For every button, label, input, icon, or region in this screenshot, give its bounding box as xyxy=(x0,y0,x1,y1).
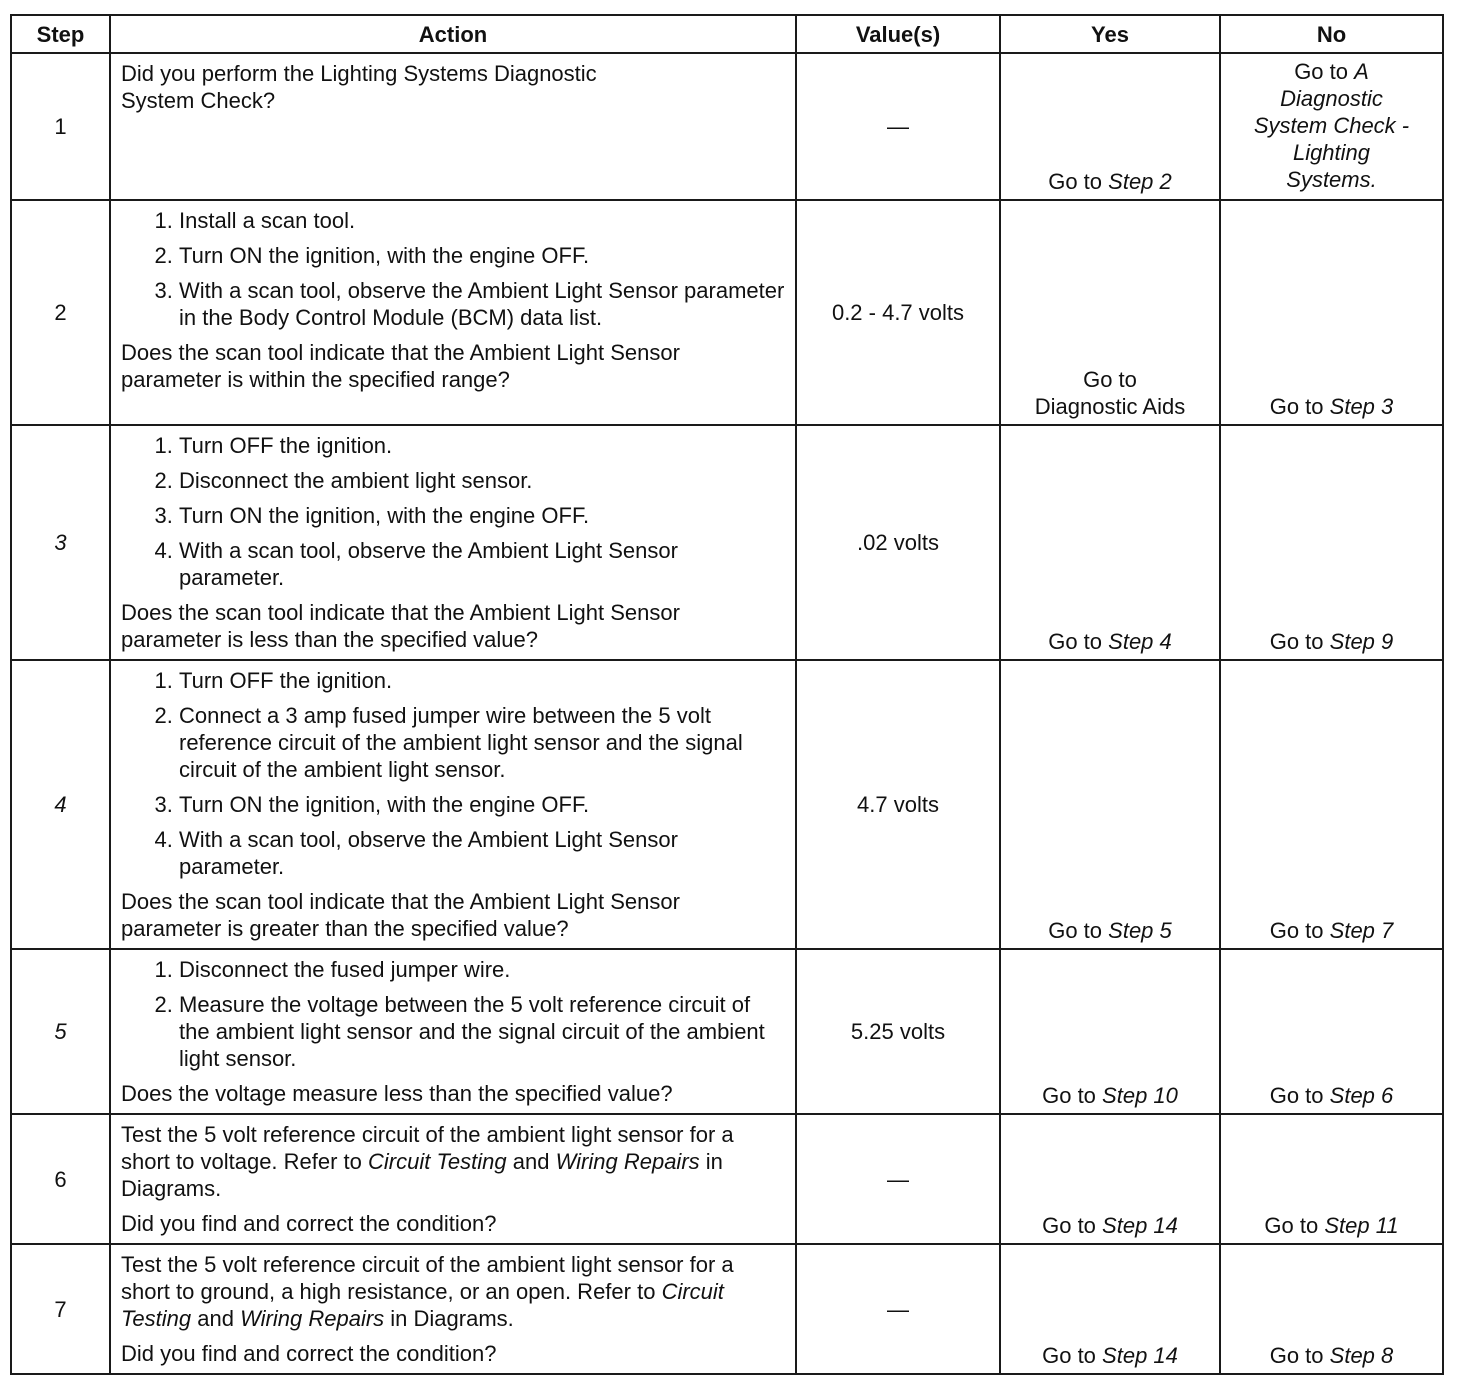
table-row xyxy=(11,660,1443,949)
yes-prefix: Go to xyxy=(1048,629,1103,654)
no-step-link[interactable]: Step 9 xyxy=(1329,629,1394,654)
action-cell xyxy=(110,949,796,1114)
action-question: Did you perform the Lighting Systems Diagnostic System Check? xyxy=(121,61,597,113)
action-list xyxy=(121,667,785,880)
no-cell xyxy=(1220,660,1443,949)
yes-prefix: Go to xyxy=(1048,169,1103,194)
action-question: Does the scan tool indicate that the Ambient Light Sensor parameter is within the specified range? xyxy=(121,340,680,392)
and-text: and xyxy=(197,1306,234,1331)
action-question: Did you find and correct the condition? xyxy=(121,1341,497,1366)
yes-cell xyxy=(1000,425,1220,660)
yes-prefix: Go to xyxy=(1042,1343,1096,1368)
action-list xyxy=(121,207,785,331)
action-item: 1. Turn OFF the ignition. xyxy=(179,432,785,459)
and-text: and xyxy=(512,1149,550,1174)
value-cell: 0.2 - 4.7 volts xyxy=(796,200,1000,425)
action-item: 1. Turn OFF the ignition. xyxy=(179,667,785,694)
no-step-link[interactable]: Step 6 xyxy=(1329,1083,1394,1108)
value-cell: 5.25 volts xyxy=(796,949,1000,1114)
action-question: Does the voltage measure less than the specified value? xyxy=(121,1081,673,1106)
action-item: 2. Measure the voltage between the 5 volt reference circuit of the ambient light sensor and the signal circuit of the ambient light sensor. xyxy=(179,991,785,1072)
yes-cell xyxy=(1000,1244,1220,1374)
table-row xyxy=(11,200,1443,425)
no-step-link[interactable]: Step 3 xyxy=(1329,394,1394,419)
diagrams-text: in Diagrams. xyxy=(121,1149,723,1201)
action-list xyxy=(121,956,785,1072)
action-item: 4. With a scan tool, observe the Ambient Light Sensor parameter. xyxy=(179,537,785,591)
no-cell xyxy=(1220,200,1443,425)
diagrams-text: in Diagrams. xyxy=(390,1306,514,1331)
yes-cell xyxy=(1000,53,1220,200)
action-item: 1. Disconnect the fused jumper wire. xyxy=(179,956,785,983)
step-number: 4 xyxy=(11,660,110,949)
yes-prefix: Go to xyxy=(1083,367,1137,392)
action-item: 2. Turn ON the ignition, with the engine OFF. xyxy=(179,242,785,269)
yes-cell xyxy=(1000,1114,1220,1244)
step-number: 5 xyxy=(11,949,110,1114)
table-row xyxy=(11,949,1443,1114)
value-cell: — xyxy=(796,1244,1000,1374)
no-step-link[interactable]: Step 8 xyxy=(1329,1343,1394,1368)
header-yes: Yes xyxy=(1000,15,1220,53)
yes-step-link[interactable]: Diagnostic Aids xyxy=(1034,394,1186,419)
step-number: 1 xyxy=(11,53,110,200)
table-row xyxy=(11,53,1443,200)
action-question: Does the scan tool indicate that the Ambient Light Sensor parameter is less than the specified value? xyxy=(121,600,680,652)
action-text: Test the 5 volt reference circuit of the ambient light sensor for a short to voltage. Refer to xyxy=(121,1122,734,1174)
no-step-link[interactable]: Step 11 xyxy=(1324,1213,1399,1238)
value-cell: 4.7 volts xyxy=(796,660,1000,949)
no-prefix: Go to xyxy=(1269,629,1324,654)
action-item: 3. Turn ON the ignition, with the engine OFF. xyxy=(179,502,785,529)
action-item: 3. Turn ON the ignition, with the engine OFF. xyxy=(179,791,785,818)
step-number: 3 xyxy=(11,425,110,660)
action-list xyxy=(121,432,785,591)
reference-link[interactable]: Circuit Testing xyxy=(368,1149,507,1174)
no-prefix: Go to xyxy=(1269,918,1324,943)
diagnostic-table xyxy=(10,14,1444,1375)
no-cell xyxy=(1220,425,1443,660)
reference-link[interactable]: Circuit Testing xyxy=(121,1279,724,1331)
action-item: 2. Connect a 3 amp fused jumper wire between the 5 volt reference circuit of the ambient light sensor and the signal circuit of the ambient light sensor. xyxy=(179,702,785,783)
table-row xyxy=(11,1114,1443,1244)
step-number: 2 xyxy=(11,200,110,425)
yes-step-link[interactable]: Step 10 xyxy=(1102,1083,1178,1108)
yes-step-link[interactable]: Step 14 xyxy=(1102,1213,1178,1238)
no-prefix: Go to xyxy=(1294,59,1348,84)
yes-step-link[interactable]: Step 14 xyxy=(1102,1343,1178,1368)
step-number: 7 xyxy=(11,1244,110,1374)
yes-step-link[interactable]: Step 5 xyxy=(1108,918,1172,943)
yes-cell xyxy=(1000,200,1220,425)
yes-step-link[interactable]: Step 4 xyxy=(1108,629,1172,654)
no-cell xyxy=(1220,949,1443,1114)
header-step: Step xyxy=(11,15,110,53)
value-cell: .02 volts xyxy=(796,425,1000,660)
no-step-link[interactable]: Step 7 xyxy=(1329,918,1394,943)
action-question: Did you find and correct the condition? xyxy=(121,1211,497,1236)
action-item: 1. Install a scan tool. xyxy=(179,207,785,234)
action-question: Does the scan tool indicate that the Ambient Light Sensor parameter is greater than the specified value? xyxy=(121,889,680,941)
reference-link[interactable]: Wiring Repairs xyxy=(555,1149,700,1174)
table-row xyxy=(11,1244,1443,1374)
action-text: Test the 5 volt reference circuit of the ambient light sensor for a short to ground, a high resistance, or an open. Refer to xyxy=(121,1252,734,1304)
action-paragraph xyxy=(121,1121,785,1202)
yes-step-link[interactable]: Step 2 xyxy=(1108,169,1172,194)
yes-prefix: Go to xyxy=(1042,1083,1096,1108)
no-cell xyxy=(1220,1114,1443,1244)
value-cell: — xyxy=(796,1114,1000,1244)
reference-link[interactable]: Wiring Repairs xyxy=(240,1306,385,1331)
action-item: 4. With a scan tool, observe the Ambient Light Sensor parameter. xyxy=(179,826,785,880)
no-step-link[interactable]: A Diagnostic System Check - Lighting Systems. xyxy=(1253,59,1410,192)
action-paragraph xyxy=(121,1251,785,1332)
action-cell xyxy=(110,53,796,200)
no-prefix: Go to xyxy=(1269,1343,1324,1368)
yes-cell xyxy=(1000,660,1220,949)
no-prefix: Go to xyxy=(1264,1213,1319,1238)
action-cell xyxy=(110,1244,796,1374)
action-item: 3. With a scan tool, observe the Ambient Light Sensor parameter in the Body Control Module (BCM) data list. xyxy=(179,277,785,331)
no-cell xyxy=(1220,53,1443,200)
header-action: Action xyxy=(110,15,796,53)
header-values: Value(s) xyxy=(796,15,1000,53)
yes-cell xyxy=(1000,949,1220,1114)
action-cell xyxy=(110,425,796,660)
value-cell: — xyxy=(796,53,1000,200)
yes-prefix: Go to xyxy=(1042,1213,1096,1238)
no-prefix: Go to xyxy=(1269,1083,1324,1108)
step-number: 6 xyxy=(11,1114,110,1244)
action-cell xyxy=(110,660,796,949)
yes-prefix: Go to xyxy=(1048,918,1103,943)
table-row xyxy=(11,425,1443,660)
header-row xyxy=(11,15,1443,53)
action-cell xyxy=(110,1114,796,1244)
action-item: 2. Disconnect the ambient light sensor. xyxy=(179,467,785,494)
no-cell xyxy=(1220,1244,1443,1374)
header-no: No xyxy=(1220,15,1443,53)
action-cell xyxy=(110,200,796,425)
no-prefix: Go to xyxy=(1269,394,1324,419)
